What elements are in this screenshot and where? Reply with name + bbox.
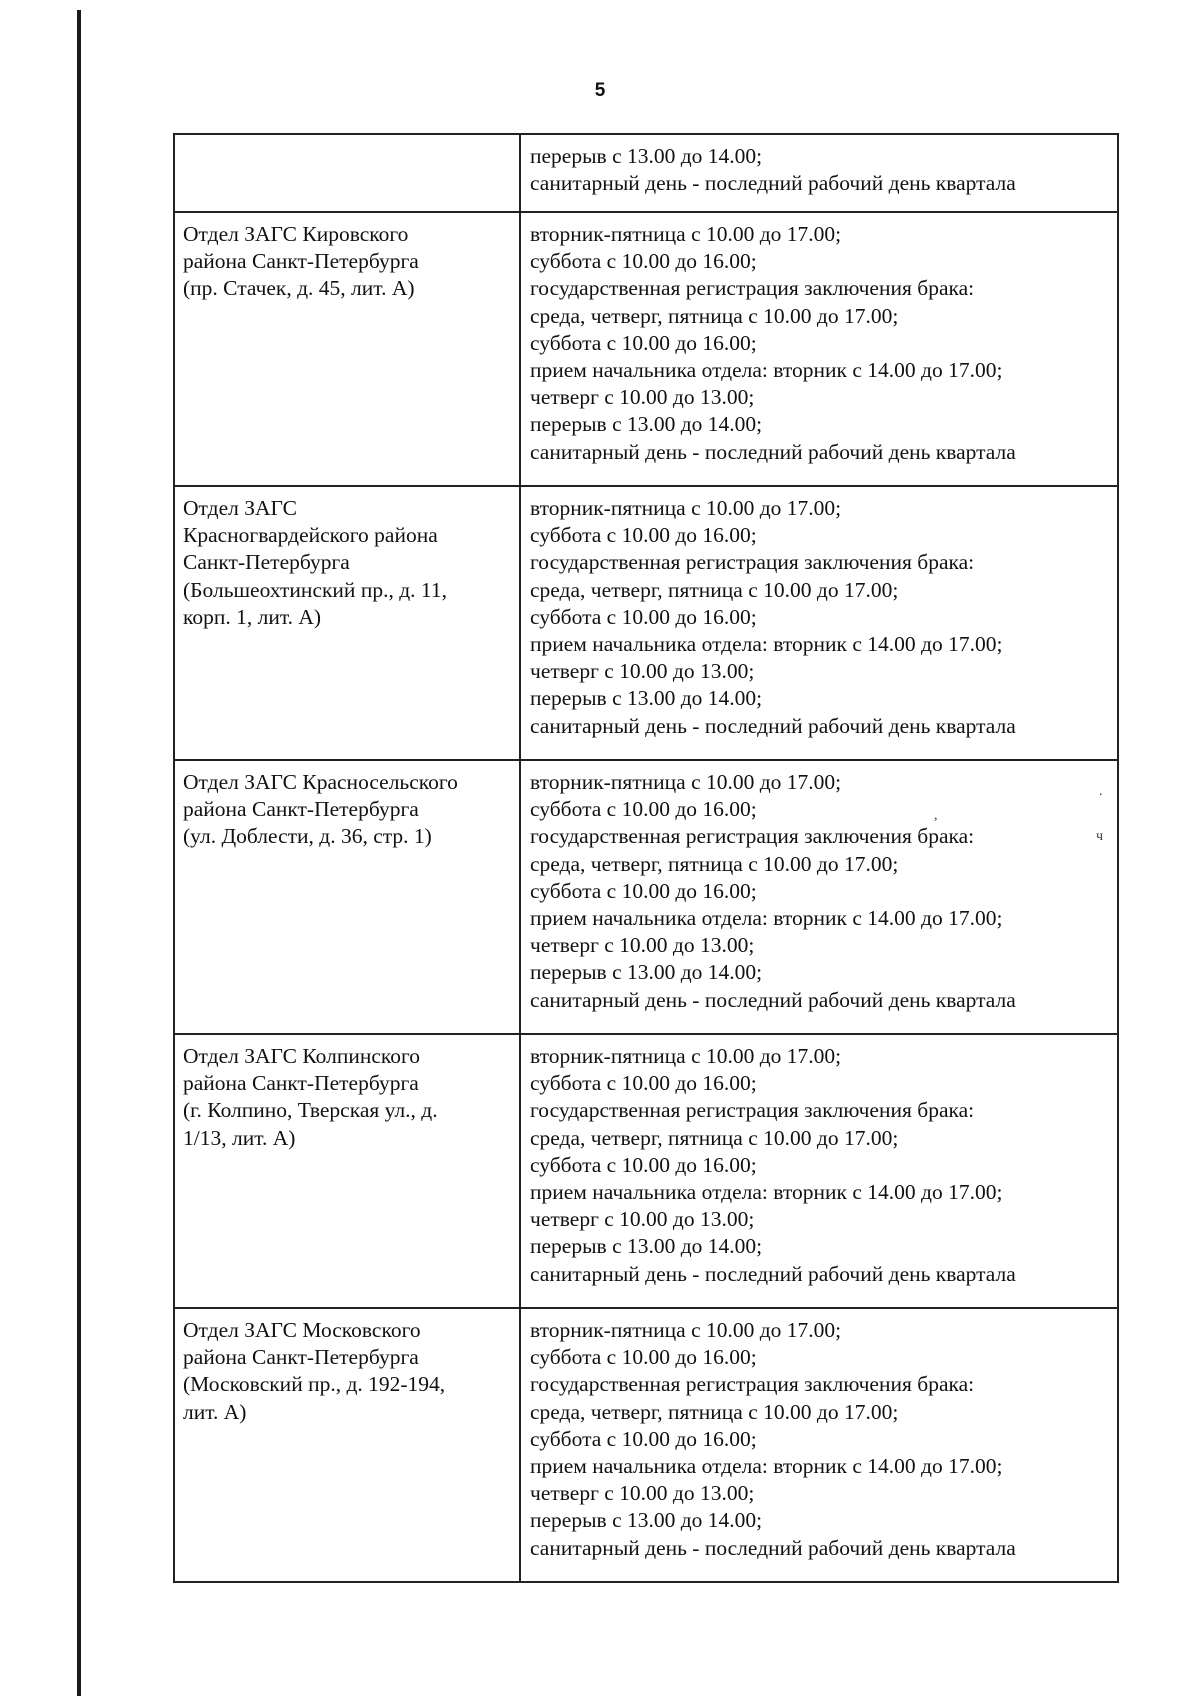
- table-row: [174, 212, 1118, 486]
- office-name-cell: [174, 134, 520, 212]
- office-name-line: Санкт-Петербурга: [183, 550, 350, 575]
- office-name-cell: [174, 1034, 520, 1308]
- office-name-line: Отдел ЗАГС Колпинского: [183, 1044, 421, 1068]
- working-hours-line: государственная регистрация заключения брака:: [530, 276, 975, 301]
- working-hours-line: суббота с 10.00 до 16.00;: [530, 523, 757, 548]
- working-hours-line: прием начальника отдела: вторник с 14.00 до 17.00;: [530, 1454, 1003, 1479]
- working-hours-cell: [520, 1308, 1118, 1582]
- working-hours-line: четверг с 10.00 до 13.00;: [530, 933, 755, 958]
- working-hours-line: четверг с 10.00 до 13.00;: [530, 659, 755, 684]
- table-row: [174, 1308, 1118, 1582]
- working-hours-line: перерыв с 13.00 до 14.00;: [530, 1508, 763, 1533]
- working-hours-line: санитарный день - последний рабочий день квартала: [530, 713, 1016, 738]
- working-hours-line: государственная регистрация заключения брака:: [530, 550, 975, 575]
- working-hours-line: суббота с 10.00 до 16.00;: [530, 330, 757, 355]
- working-hours-line: санитарный день - последний рабочий день квартала: [530, 171, 1016, 196]
- office-name-line: Отдел ЗАГС Красносельского: [183, 770, 458, 794]
- working-hours-line: санитарный день - последний рабочий день квартала: [530, 1261, 1016, 1286]
- office-name-line: (г. Колпино, Тверская ул., д.: [183, 1098, 438, 1123]
- office-name-line: района Санкт-Петербурга: [183, 249, 419, 274]
- office-name-line: (Большеохтинский пр., д. 11,: [183, 577, 447, 602]
- office-name-line: района Санкт-Петербурга: [183, 797, 419, 822]
- scan-speck: ,: [934, 808, 938, 823]
- office-name-cell: [174, 760, 520, 1034]
- working-hours-line: вторник-пятница с 10.00 до 17.00;: [530, 1318, 842, 1342]
- working-hours-cell: [520, 760, 1118, 1034]
- working-hours-line: четверг с 10.00 до 13.00;: [530, 385, 755, 410]
- working-hours-line: вторник-пятница с 10.00 до 17.00;: [530, 222, 842, 246]
- working-hours-line: суббота с 10.00 до 16.00;: [530, 878, 757, 903]
- table-row: [174, 760, 1118, 1034]
- office-name-line: корп. 1, лит. А): [183, 604, 322, 629]
- working-hours-line: перерыв с 13.00 до 14.00;: [530, 686, 763, 711]
- working-hours-line: суббота с 10.00 до 16.00;: [530, 1152, 757, 1177]
- working-hours-line: среда, четверг, пятница с 10.00 до 17.00;: [530, 851, 899, 876]
- working-hours-line: вторник-пятница с 10.00 до 17.00;: [530, 770, 842, 794]
- office-name-line: (ул. Доблести, д. 36, стр. 1): [183, 824, 432, 849]
- working-hours-line: прием начальника отдела: вторник с 14.00 до 17.00;: [530, 1180, 1003, 1205]
- working-hours-line: суббота с 10.00 до 16.00;: [530, 249, 757, 274]
- office-name-line: (пр. Стачек, д. 45, лит. А): [183, 276, 415, 301]
- working-hours-line: вторник-пятница с 10.00 до 17.00;: [530, 496, 842, 520]
- working-hours-line: государственная регистрация заключения брака:: [530, 1372, 975, 1397]
- office-name-line: 1/13, лит. А): [183, 1125, 296, 1150]
- working-hours-line: суббота с 10.00 до 16.00;: [530, 797, 757, 822]
- working-hours-line: санитарный день - последний рабочий день квартала: [530, 1535, 1016, 1560]
- working-hours-line: среда, четверг, пятница с 10.00 до 17.00;: [530, 577, 899, 602]
- working-hours-line: перерыв с 13.00 до 14.00;: [530, 960, 763, 985]
- working-hours-line: среда, четверг, пятница с 10.00 до 17.00;: [530, 1399, 899, 1424]
- office-name-line: Красногвардейского района: [183, 523, 438, 548]
- working-hours-line: санитарный день - последний рабочий день квартала: [530, 439, 1016, 464]
- table-row: [174, 134, 1118, 212]
- office-name-line: района Санкт-Петербурга: [183, 1071, 419, 1096]
- office-name-line: района Санкт-Петербурга: [183, 1345, 419, 1370]
- office-name-line: (Московский пр., д. 192-194,: [183, 1372, 446, 1397]
- working-hours-cell: [520, 486, 1118, 760]
- working-hours-line: суббота с 10.00 до 16.00;: [530, 1345, 757, 1370]
- page-number: 5: [594, 80, 606, 101]
- working-hours-line: среда, четверг, пятница с 10.00 до 17.00;: [530, 303, 899, 328]
- registry-office-schedule-table: [173, 133, 1119, 1583]
- office-name-line: лит. А): [183, 1399, 247, 1424]
- working-hours-line: прием начальника отдела: вторник с 14.00 до 17.00;: [530, 632, 1003, 657]
- working-hours-line: суббота с 10.00 до 16.00;: [530, 604, 757, 629]
- working-hours-line: вторник-пятница с 10.00 до 17.00;: [530, 1044, 842, 1068]
- office-name-line: Отдел ЗАГС Кировского: [183, 222, 409, 246]
- working-hours-line: перерыв с 13.00 до 14.00;: [530, 1234, 763, 1259]
- working-hours-cell: [520, 134, 1118, 212]
- table-row: [174, 486, 1118, 760]
- working-hours-line: суббота с 10.00 до 16.00;: [530, 1071, 757, 1096]
- office-name-cell: [174, 212, 520, 486]
- working-hours-line: государственная регистрация заключения брака:: [530, 824, 975, 849]
- working-hours-line: четверг с 10.00 до 13.00;: [530, 1207, 755, 1232]
- working-hours-cell: [520, 212, 1118, 486]
- table-row: [174, 1034, 1118, 1308]
- scan-speck: .: [1099, 784, 1103, 799]
- working-hours-line: перерыв с 13.00 до 14.00;: [530, 144, 763, 168]
- working-hours-line: государственная регистрация заключения брака:: [530, 1098, 975, 1123]
- binding-edge-line: [77, 10, 81, 1696]
- office-name-cell: [174, 1308, 520, 1582]
- working-hours-line: санитарный день - последний рабочий день квартала: [530, 987, 1016, 1012]
- scan-speck: ч: [1096, 829, 1104, 844]
- office-name-line: Отдел ЗАГС: [183, 496, 298, 520]
- working-hours-cell: [520, 1034, 1118, 1308]
- working-hours-line: перерыв с 13.00 до 14.00;: [530, 412, 763, 437]
- working-hours-line: суббота с 10.00 до 16.00;: [530, 1426, 757, 1451]
- working-hours-line: среда, четверг, пятница с 10.00 до 17.00;: [530, 1125, 899, 1150]
- working-hours-line: прием начальника отдела: вторник с 14.00 до 17.00;: [530, 358, 1003, 383]
- office-name-line: Отдел ЗАГС Московского: [183, 1318, 421, 1342]
- working-hours-line: четверг с 10.00 до 13.00;: [530, 1481, 755, 1506]
- office-name-cell: [174, 486, 520, 760]
- working-hours-line: прием начальника отдела: вторник с 14.00 до 17.00;: [530, 906, 1003, 931]
